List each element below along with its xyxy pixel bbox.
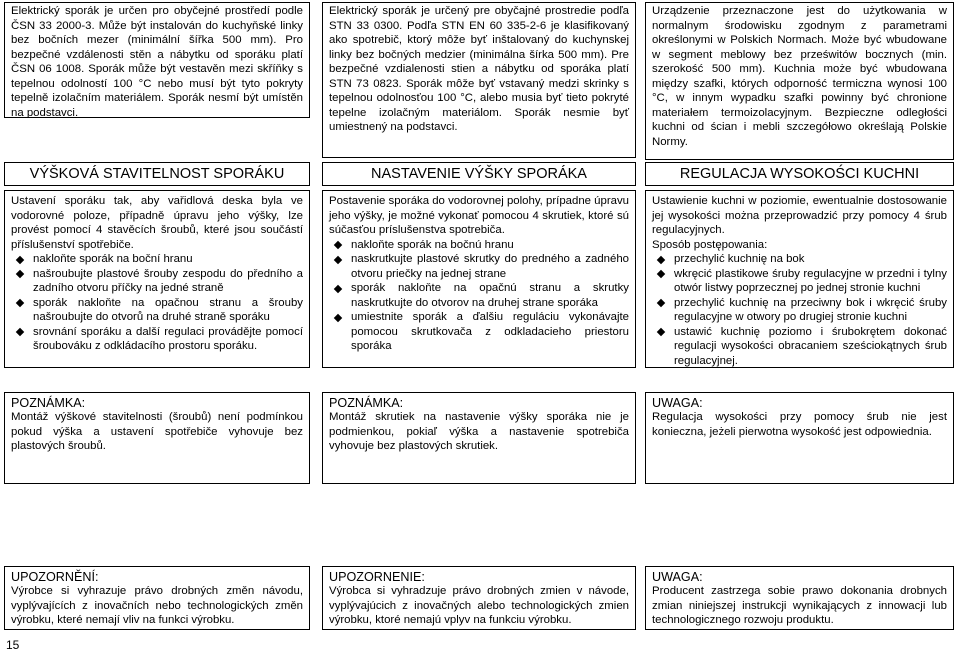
list-item: przechylić kuchnię na przeciwny bok i wkręcić śruby regulacyjne w otwory po drugiej stronie kuchni	[652, 296, 947, 325]
note-sk	[322, 392, 636, 484]
note-pl	[645, 392, 954, 484]
warning-pl	[645, 566, 954, 630]
warning-pl-text: Producent zastrzega sobie prawo dokonania drobnych zmian niniejszej instrukcji wynikających z innowacji lub technologicznego rozwoju produktu.	[652, 585, 947, 626]
intro-pl-text: Urządzenie przeznaczone jest do użytkowania w normalnym środowisku zgodnym z parametrami określonymi w Polskich Normach. Może być wbudowane w segment meblowy bez prześwitów bocznych (min. szerokość 500 mm). Kuchnia może być wbudowana między szafki, których odporność termiczna wynosi 100 °C, w innym wypadku szafki powinny być chronione materiałem termoizolacyjnym. Bezpieczne odległości kuchni od ścian i mebli szczegółowo określają Polskie Normy.	[652, 5, 947, 148]
note-pl-title: UWAGA:	[652, 396, 703, 410]
list-item: nakloňte sporák na boční hranu	[11, 252, 303, 267]
list-item: umiestnite sporák a ďalšiu reguláciu vykonávajte pomocou skrutkovača z odkladacieho priestoru sporáka	[329, 310, 629, 354]
height-sk	[322, 190, 636, 368]
warning-cz	[4, 566, 310, 630]
warning-sk	[322, 566, 636, 630]
height-pl-intro: Ustawienie kuchni w poziomie, ewentualnie dostosowanie jej wysokości można przeprowadzić przy pomocy 4 śrub regulacyjnych.	[652, 195, 947, 236]
height-pl	[645, 190, 954, 368]
height-pl-steps	[652, 252, 947, 368]
note-pl-text: Regulacja wysokości przy pomocy śrub nie jest konieczna, jeżeli pierwotna wysokość jest odpowiednia.	[652, 411, 947, 438]
height-pl-subtitle: Sposób postępowania:	[652, 238, 768, 251]
warning-cz-title: UPOZORNĚNÍ:	[11, 570, 99, 584]
list-item: srovnání sporáku a další regulaci provádějte pomocí šroubováku z odkládacího prostoru sporáku.	[11, 325, 303, 354]
heading-cz: VÝŠKOVÁ STAVITELNOST SPORÁKU	[4, 162, 310, 186]
height-cz-intro: Ustavení sporáku tak, aby vařidlová deska byla ve vodorovné poloze, případně úpravu jeho výšky, lze provést pomocí 4 stavěcích šroubů, které jsou součástí příslušenství spotřebiče.	[11, 195, 303, 251]
intro-cz	[4, 2, 310, 118]
list-item: sporák nakloňte na opačnou stranu a šrouby našroubujte do otvorů na druhé straně sporáku	[11, 296, 303, 325]
note-sk-text: Montáž skrutiek na nastavenie výšky sporáka nie je podmienkou, pokiaľ výška a nastavenie spotrebiča vyhovuje bez plastových skrutiek.	[329, 411, 629, 452]
intro-cz-text: Elektrický sporák je určen pro obyčejné prostředí podle ČSN 33 2000-3. Může být instalován do kuchyňské linky bez bočních mezer (minimální šířka 500 mm). Pro bezpečné vzdálenosti stěn a nábytku od sporáku platí ČSN 06 1008. Sporák může být vestavěn mezi skříňky s tepelnou odolností 100 °C nebo musí být tyto pokryty tepelně izolačním materiálem. Sporák nesmí být umístěn na podstavci.	[11, 5, 303, 118]
warning-pl-title: UWAGA:	[652, 570, 703, 584]
list-item: našroubujte plastové šrouby zespodu do předního a zadního otvoru příčky na jedné straně	[11, 267, 303, 296]
warning-cz-text: Výrobce si vyhrazuje právo drobných změn návodu, vyplývajících z inovačních nebo technologických změn výrobku, které nemají vliv na funkci výrobku.	[11, 585, 303, 626]
list-item: sporák nakloňte na opačnú stranu a skrutky naskrutkujte do otvorov na druhej strane sporáka	[329, 281, 629, 310]
warning-sk-text: Výrobca si vyhradzuje právo drobných zmien v návode, vyplývajúcich z inovačných alebo technologických zmien výrobku, ktoré nemajú vplyv na funkciu výrobku.	[329, 585, 629, 626]
heading-pl: REGULACJA WYSOKOŚCI KUCHNI	[645, 162, 954, 186]
intro-sk-text: Elektrický sporák je určený pre obyčajné prostredie podľa STN 33 0300. Podľa STN EN 60 335-2-6 je klasifikovaný ako spotrebič, ktorý môže byť inštalovaný do kuchynskej linky bez bočných medzier (minimálna šírka 500 mm). Pre bezpečné vzdialenosti stien a nábytku od sporáka platí STN 73 0823. Sporák môže byť vstavaný medzi skrinky s tepelnou odolnosťou 100 °C, alebo musia byť tieto pokryté tepelne izolačným materiálom. Sporák nesmie byť umiestnený na podstavci.	[329, 5, 629, 133]
intro-pl	[645, 2, 954, 160]
note-cz	[4, 392, 310, 484]
list-item: naskrutkujte plastové skrutky do predného a zadného otvoru priečky na jednej strane	[329, 252, 629, 281]
height-cz-steps	[11, 252, 303, 354]
note-sk-title: POZNÁMKA:	[329, 396, 404, 410]
list-item: ustawić kuchnię poziomo i śrubokrętem dokonać regulacji wysokości obracaniem sześciokątnych śrub regulacyjnej.	[652, 325, 947, 369]
list-item: przechylić kuchnię na bok	[652, 252, 947, 267]
warning-sk-title: UPOZORNENIE:	[329, 570, 425, 584]
list-item: nakloňte sporák na bočnú hranu	[329, 238, 629, 253]
note-cz-title: POZNÁMKA:	[11, 396, 86, 410]
intro-sk	[322, 2, 636, 158]
height-sk-steps	[329, 238, 629, 354]
heading-sk: NASTAVENIE VÝŠKY SPORÁKA	[322, 162, 636, 186]
note-cz-text: Montáž výškové stavitelnosti (šroubů) není podmínkou pokud výška a ustavení spotřebiče vyhovuje bez plastových šroubů.	[11, 411, 303, 452]
list-item: wkręcić plastikowe śruby regulacyjne w przedni i tylny otwór listwy poprzecznej po jednej stronie kuchni	[652, 267, 947, 296]
height-sk-intro: Postavenie sporáka do vodorovnej polohy, prípadne úpravu jeho výšky, je možné vykonať pomocou 4 skrutiek, ktoré sú súčasťou príslušenstva spotrebiča.	[329, 195, 629, 236]
height-cz	[4, 190, 310, 368]
page-number: 15	[6, 638, 20, 652]
